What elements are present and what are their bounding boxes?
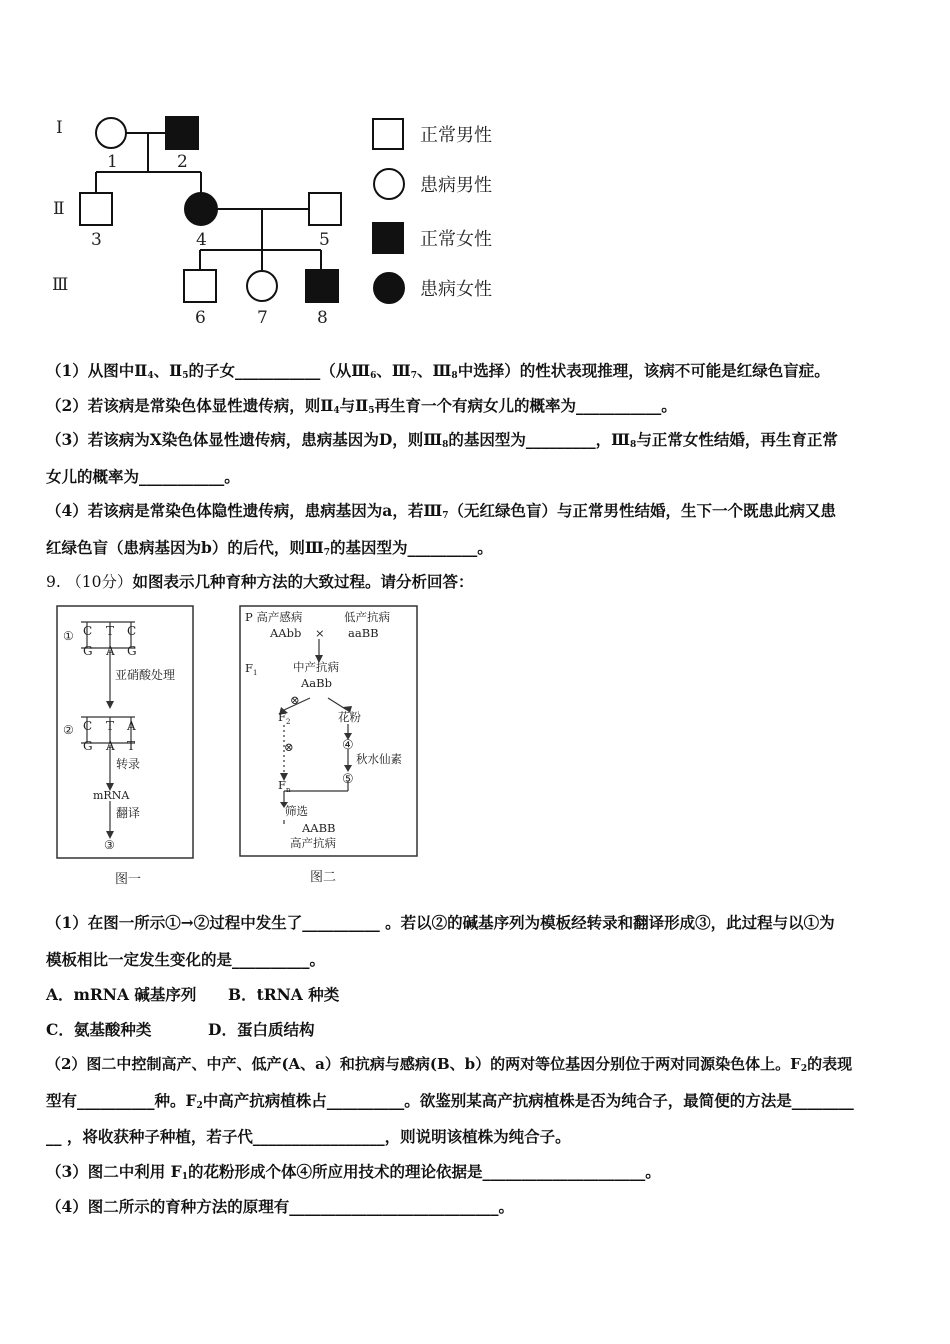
svg-text:T: T <box>106 719 115 733</box>
svg-text:C: C <box>83 719 93 733</box>
svg-text:Fn: $F_n$ <box>278 778 291 794</box>
q9-score: （10分） <box>66 573 133 591</box>
number-1: 1 <box>107 152 118 172</box>
legend-circle-filled-icon <box>374 273 404 303</box>
pedigree-legend <box>368 112 538 312</box>
q8-part3-line2: 女儿的概率为___________。 <box>46 467 240 486</box>
svg-text:C: C <box>83 624 93 638</box>
fig2-selfing-repeat-icon: ⊗ <box>284 740 294 754</box>
svg-text:T: T <box>127 739 136 753</box>
q9-option-b: B．tRNA 种类 <box>228 985 340 1004</box>
fig1-mrna: mRNA <box>93 789 130 802</box>
q9-number: 9. <box>46 573 61 591</box>
fig2-circle-4: ④ <box>342 738 354 753</box>
svg-text:AaBb: AaBb <box>301 676 332 690</box>
legend-square-filled-icon <box>373 223 403 253</box>
individual-ii5 <box>309 193 341 225</box>
legend-label-affected-female: 患病女性 <box>420 279 492 300</box>
fig2-colchicine: 秋水仙素 <box>356 752 402 766</box>
figure-two <box>238 603 423 888</box>
fig2-parent-right: 低产抗病 <box>344 610 390 624</box>
individual-i2 <box>166 117 198 149</box>
fig1-circle-3: ③ <box>104 838 115 852</box>
q9-part2-line2: 型有__________种。$F_2$中高产抗病植株占__________。欲鉴别某高产抗病植株是否为纯合子，最简便的方法是________ <box>46 1091 854 1111</box>
svg-text:F1: $F_1$ <box>245 661 258 677</box>
legend-label-affected-male: 患病男性 <box>420 175 492 196</box>
fig1-circle-1: ① <box>63 629 74 643</box>
q8-part4: （4）若该病是常染色体隐性遗传病，患病基因为a，若$Ⅲ_7$（无红绿色盲）与正常男性结婚，生下一个既患此病又患 <box>46 501 836 521</box>
legend-square-open-icon <box>373 119 403 149</box>
gen-label-i: I <box>56 118 63 138</box>
individual-iii7 <box>247 271 277 301</box>
individual-ii4 <box>185 193 217 225</box>
number-4: 4 <box>196 230 207 250</box>
svg-text:AABB: AABB <box>302 821 336 835</box>
fig1-step-nitrous-acid: 亚硝酸处理 <box>115 668 176 682</box>
number-6: 6 <box>195 308 206 328</box>
individual-ii3 <box>80 193 112 225</box>
number-8: 8 <box>317 308 328 328</box>
fig1-step-translation: 翻译 <box>116 806 141 820</box>
fig2-screening: 筛选 <box>285 804 308 818</box>
svg-text:G: G <box>83 739 93 753</box>
q8-part3: （3）若该病为X染色体显性遗传病，患病基因为D，则$Ⅲ_8$的基因型为_________，$Ⅲ_8$与正常女性结婚，再生育正常 <box>46 430 838 450</box>
q9-stem: 9. （10分）如图表示几种育种方法的大致过程。请分析回答： <box>46 572 474 591</box>
number-7: 7 <box>257 308 268 328</box>
q9-part4: （4）图二所示的育种方法的原理有___________________________。 <box>46 1197 515 1216</box>
legend-circle-open-icon <box>374 169 404 199</box>
q9-part3: （3）图二中利用 $F_1$的花粉形成个体④所应用技术的理论依据是_____________________。 <box>46 1162 661 1182</box>
gen-label-iii: Ⅲ <box>52 275 69 295</box>
svg-text:C: C <box>127 624 137 638</box>
individual-iii6 <box>184 270 216 302</box>
individual-iii8 <box>306 270 338 302</box>
svg-text:F2: $F_2$ <box>278 710 291 726</box>
number-5: 5 <box>319 230 330 250</box>
fig1-step-transcription: 转录 <box>116 757 141 771</box>
number-3: 3 <box>91 230 102 250</box>
q8-part4-line2: 红绿色盲（患病基因为b）的后代，则$Ⅲ_7$的基因型为_________。 <box>46 538 493 558</box>
q9-option-a: A．mRNA 碱基序列 <box>46 985 197 1004</box>
figure-one <box>55 603 200 888</box>
svg-text:A: A <box>127 719 136 733</box>
fig2-selfing-icon: ⊗ <box>290 693 300 707</box>
q9-option-d: D．蛋白质结构 <box>208 1020 315 1039</box>
svg-text:A: A <box>106 644 115 658</box>
svg-text:A: A <box>106 739 115 753</box>
gen-label-ii: Ⅱ <box>53 199 65 219</box>
q8-part2: （2）若该病是常染色体显性遗传病，则$Ⅱ_4$与$Ⅱ_5$再生育一个有病女儿的概率为___________。 <box>46 396 677 416</box>
svg-text:aaBB: aaBB <box>348 626 379 640</box>
pedigree-chart <box>40 100 360 330</box>
svg-text:G: G <box>83 644 93 658</box>
svg-text:G: G <box>127 644 137 658</box>
svg-text:×: × <box>315 626 325 640</box>
svg-text:T: T <box>106 624 115 638</box>
q9-part2: （2）图二中控制高产、中产、低产(A、a）和抗病与感病(B、b）的两对等位基因分别位于两对同源染色体上。$F_2$的表现 <box>46 1055 853 1074</box>
q9-part2-line3: __ ，将收获种子种植，若子代_________________，则说明该植株为纯合子。 <box>46 1127 571 1146</box>
q9-part1: （1）在图一所示①→②过程中发生了__________ 。若以②的碱基序列为模板经转录和翻译形成③，此过程与以①为 <box>46 913 835 932</box>
fig2-final-phenotype: 高产抗病 <box>290 836 336 850</box>
q9-option-c: C．氨基酸种类 <box>46 1020 152 1039</box>
svg-text:AAbb: AAbb <box>270 626 302 640</box>
individual-i1 <box>96 118 126 148</box>
fig2-circle-5: ⑤ <box>342 772 354 787</box>
number-2: 2 <box>177 152 188 172</box>
fig2-caption: 图二 <box>310 870 337 885</box>
fig2-f1-phenotype: 中产抗病 <box>293 660 339 674</box>
fig1-caption: 图一 <box>115 872 142 887</box>
legend-label-normal-male: 正常男性 <box>420 125 492 146</box>
q9-part1-line2: 模板相比一定发生变化的是__________。 <box>46 950 326 969</box>
fig2-pollen: 花粉 <box>338 710 361 724</box>
fig1-circle-2: ② <box>63 723 74 737</box>
q8-part1: （1）从图中$Ⅱ_4$、$Ⅱ_5$的子女___________（从$Ⅲ_6$、$Ⅲ_7$、$Ⅲ_8$中选择）的性状表现推理，该病不可能是红绿色盲症。 <box>46 361 830 381</box>
legend-label-normal-female: 正常女性 <box>420 229 492 250</box>
fig2-parent-left: P 高产感病 <box>245 610 303 624</box>
